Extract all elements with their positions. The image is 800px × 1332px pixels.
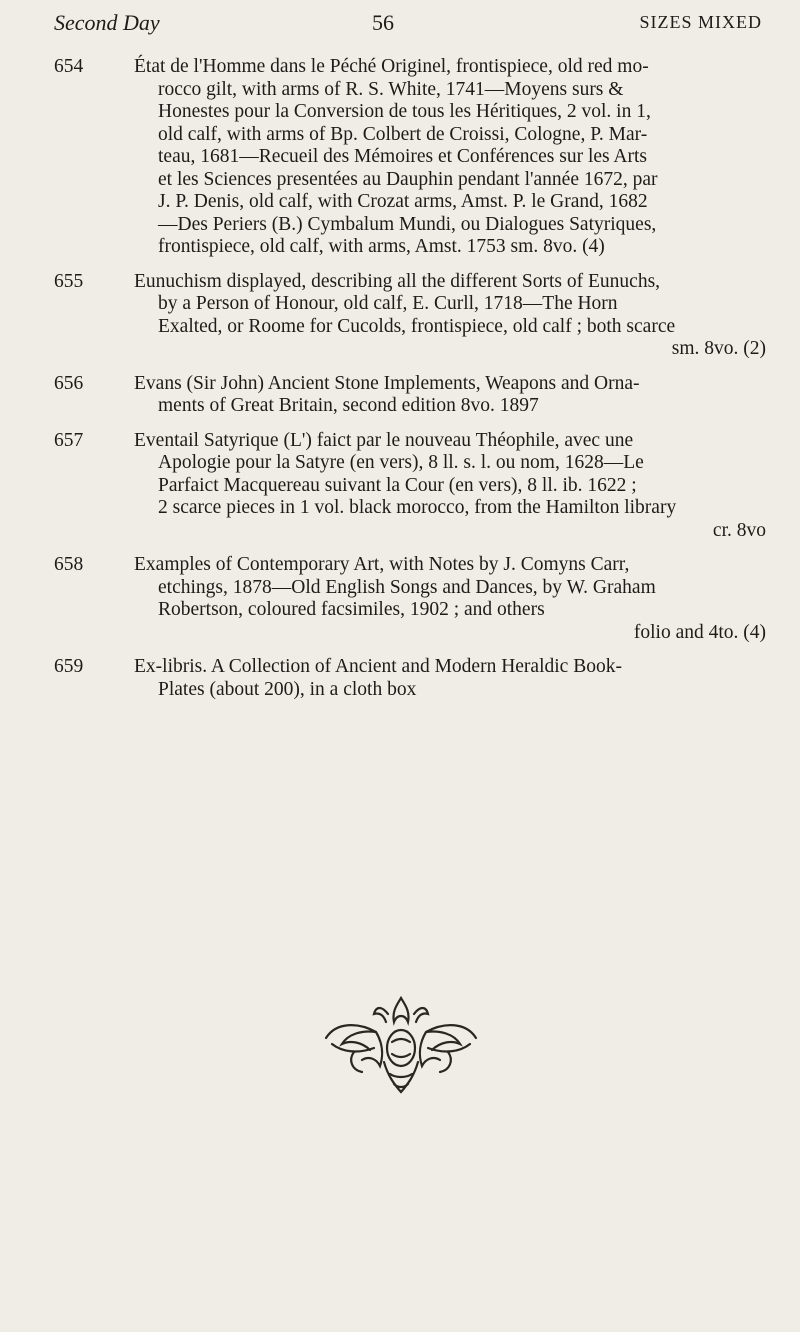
running-head-day: Second Day <box>54 10 160 35</box>
lot-659 <box>54 656 766 701</box>
lot-number: 655 <box>54 270 84 292</box>
lot-text-line: J. P. Denis, old calf, with Crozat arms, Amst. P. le Grand, 1682 <box>158 191 648 212</box>
lot-list <box>54 56 766 713</box>
lot-text-line: old calf, with arms of Bp. Colbert de Croissi, Cologne, P. Mar- <box>158 123 648 145</box>
lot-text-line: —Des Periers (B.) Cymbalum Mundi, ou Dialogues Satyriques, <box>158 213 657 235</box>
lot-658 <box>54 554 766 644</box>
heraldic-scroll-ornament-icon <box>318 992 484 1100</box>
lot-number: 658 <box>54 554 84 575</box>
lot-text-line: Robertson, coloured facsimiles, 1902 ; and others <box>158 599 545 620</box>
lot-format: sm. 8vo. (2) <box>671 338 766 359</box>
lot-text-line: Apologie pour la Satyre (en vers), 8 ll. s. l. ou nom, 1628—Le <box>158 452 644 473</box>
page-number: 56 <box>372 10 394 35</box>
lot-text-line: Examples of Contemporary Art, with Notes by J. Comyns Carr, <box>134 554 630 575</box>
lot-654 <box>54 56 766 259</box>
lot-text-line: ments of Great Britain, second edition 8vo. 1897 <box>158 395 539 416</box>
lot-text-line: rocco gilt, with arms of R. S. White, 1741—Moyens surs & <box>158 78 624 100</box>
lot-format: folio and 4to. (4) <box>633 621 766 643</box>
lot-655 <box>54 271 766 361</box>
lot-text-line: 2 scarce pieces in 1 vol. black morocco, from the Hamilton library <box>158 497 677 518</box>
lot-format: cr. 8vo <box>712 519 766 541</box>
lot-text-line: Eunuchism displayed, describing all the different Sorts of Eunuchs, <box>134 270 661 292</box>
lot-656 <box>54 373 766 418</box>
lot-text-line: Ex-libris. A Collection of Ancient and Modern Heraldic Book- <box>134 656 622 677</box>
lot-text-line: Exalted, or Roome for Cucolds, frontispiece, old calf ; both scarce <box>158 315 676 337</box>
lot-text-line: Evans (Sir John) Ancient Stone Implements, Weapons and Orna- <box>134 372 640 394</box>
lot-text-line: et les Sciences presentées au Dauphin pendant l'année 1672, par <box>158 168 658 190</box>
lot-text-line: Parfaict Macquereau suivant la Cour (en vers), 8 ll. ib. 1622 ; <box>158 474 637 496</box>
lot-text-line: État de l'Homme dans le Péché Originel, frontispiece, old red mo- <box>134 56 649 77</box>
lot-text-line: etchings, 1878—Old English Songs and Dances, by W. Graham <box>158 576 656 598</box>
lot-text-line: by a Person of Honour, old calf, E. Curll, 1718—The Horn <box>158 293 618 314</box>
lot-number: 656 <box>54 372 84 394</box>
lot-number: 654 <box>54 56 84 77</box>
lot-number: 657 <box>54 429 84 451</box>
lot-657 <box>54 430 766 543</box>
page-header <box>54 10 762 44</box>
lot-text-line: frontispiece, old calf, with arms, Amst. 1753 sm. 8vo. (4) <box>158 236 605 257</box>
lot-text-line: Plates (about 200), in a cloth box <box>158 678 417 700</box>
lot-number: 659 <box>54 656 84 677</box>
lot-text-line: Honestes pour la Conversion de tous les Héritiques, 2 vol. in 1, <box>158 101 651 122</box>
lot-text-line: teau, 1681—Recueil des Mémoires et Conférences sur les Arts <box>158 146 647 167</box>
lot-text-line: Eventail Satyrique (L') faict par le nouveau Théophile, avec une <box>134 429 634 451</box>
running-head-section: SIZES MIXED <box>639 12 762 32</box>
